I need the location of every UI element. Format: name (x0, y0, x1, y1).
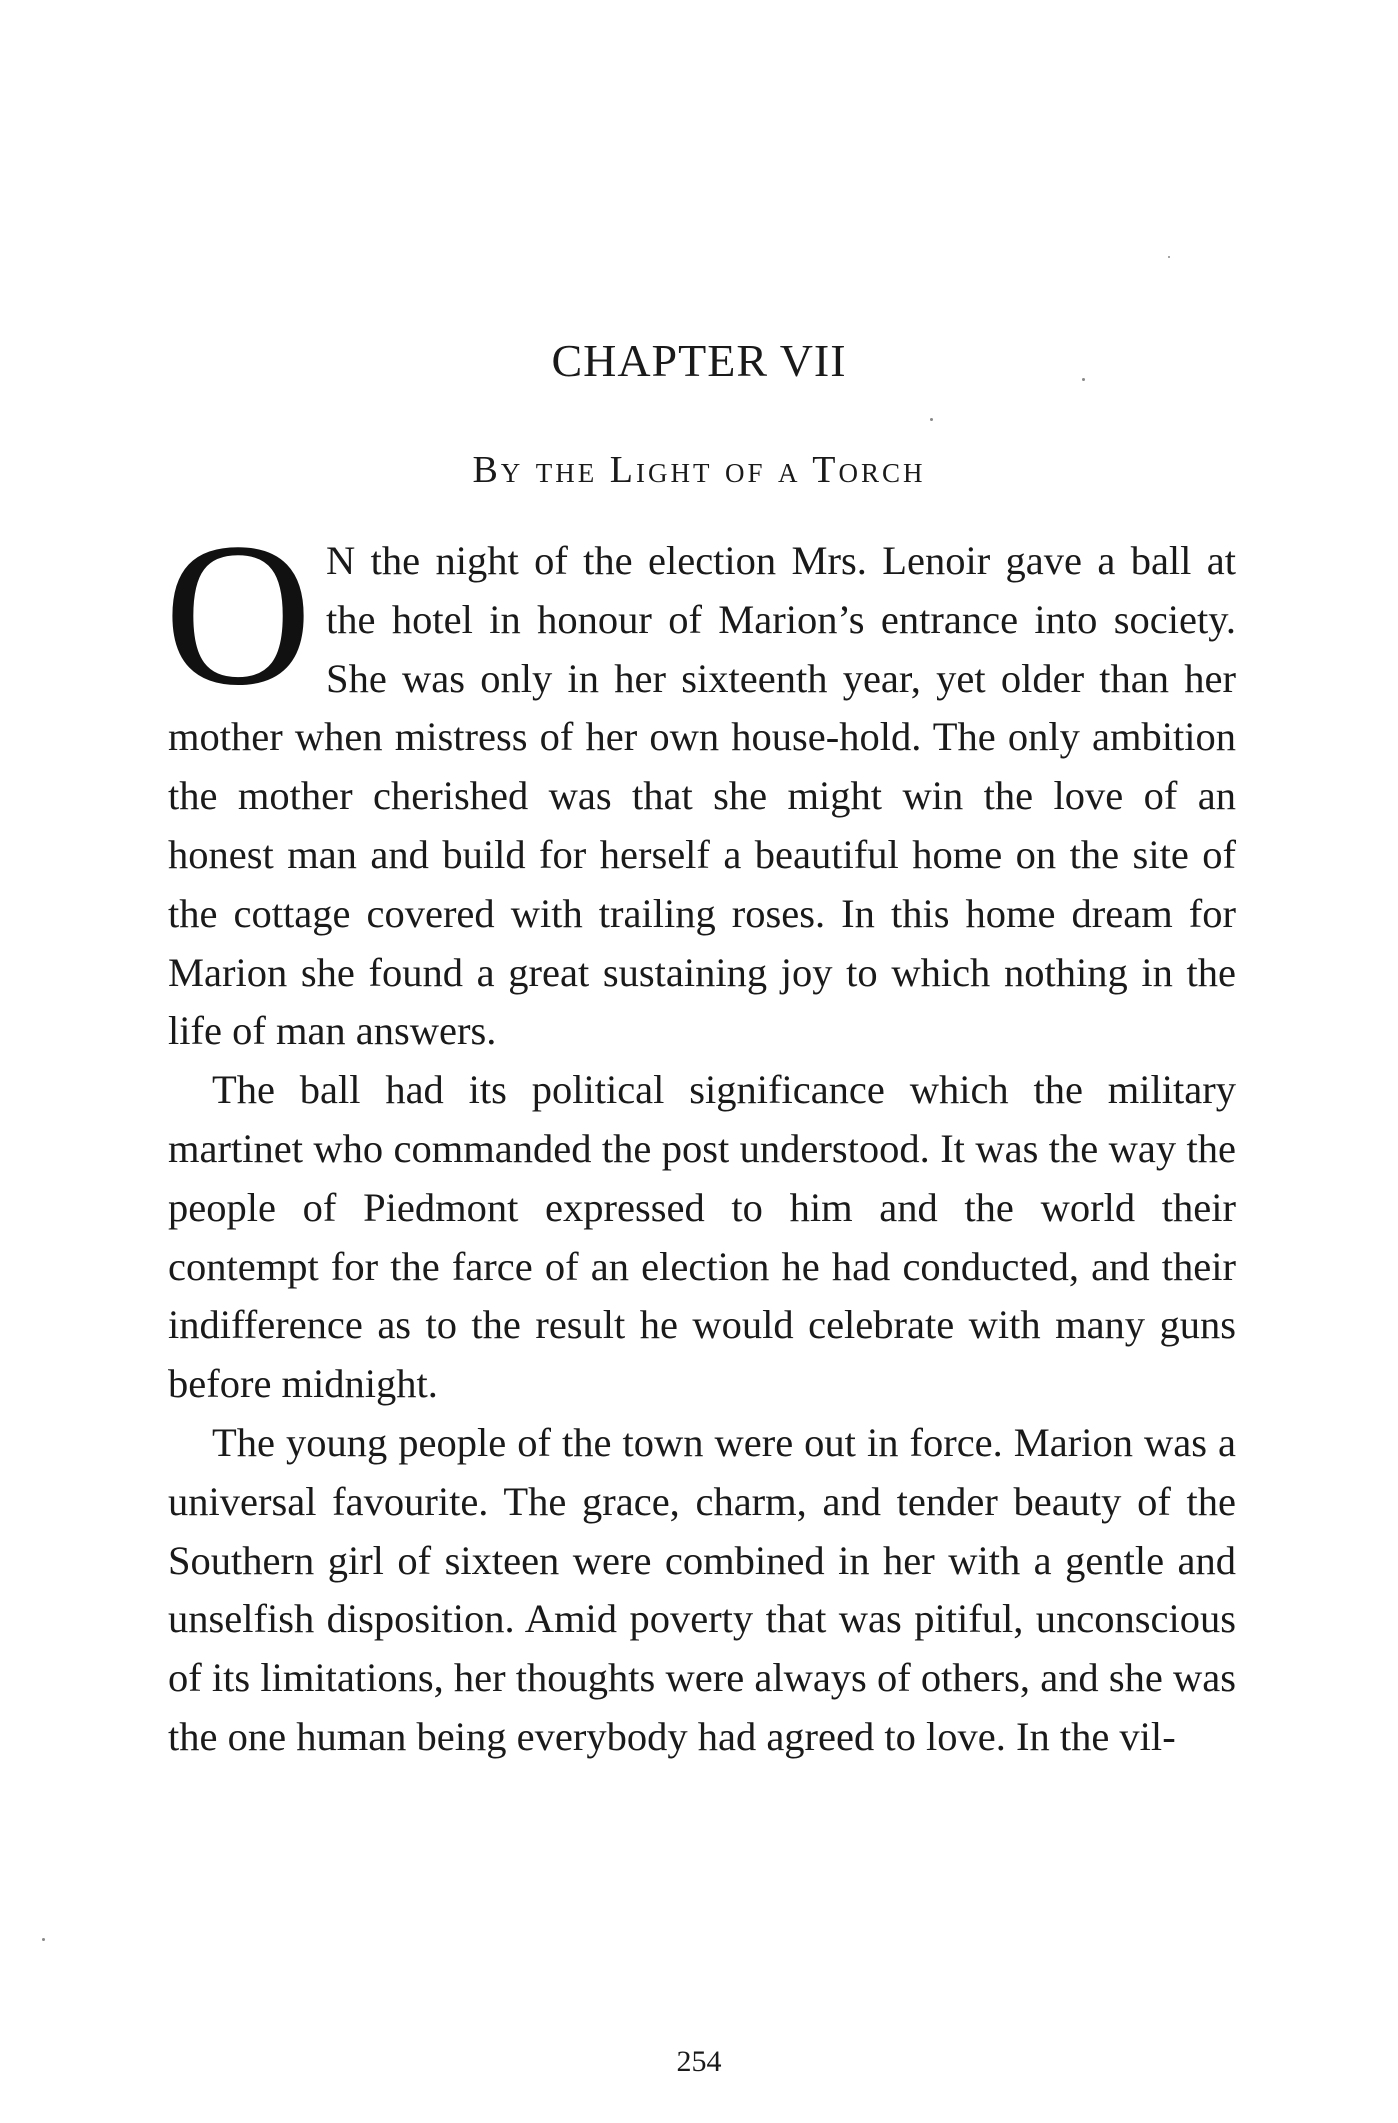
paragraph-1 (164, 501, 1236, 1061)
chapter-title: By the Light of a Torch (472, 449, 926, 491)
drop-cap: O (164, 501, 313, 728)
paper-speck (1168, 256, 1170, 258)
chapter-heading: CHAPTER VII (551, 335, 847, 386)
paragraph-2: The ball had its political significance which the military martinet who commanded the post understood. It was the way the people of Piedmont expressed to him and the world their contempt for the farce of an election he had conducted, and their indifference as to the result he would celebrate with many guns before midnight. (168, 1067, 1236, 1407)
paragraph-3: The young people of the town were out in force. Marion was a universal favourite. The grace, charm, and tender beauty of the Southern girl of sixteen were combined in her with a gentle and unselfish disposition. Amid poverty that was pitiful, unconscious of its limitations, her thoughts were always of others, and she was the one human being everybody had agreed to love. In the vil- (168, 1419, 1236, 1759)
body-text (164, 501, 1236, 1767)
paragraph-1-text: the night of the election Mrs. Lenoir gave a ball at the hotel in honour of Marion’s entrance into society. She was only in her sixteenth year, yet older than her mother when mistress of her own house-hold. The only ambition the mother cherished was that she might win the love of an honest man and build for herself a beautiful home on the site of the cottage covered with trailing roses. In this home dream for Marion she found a great sustaining joy to which nothing in the life of man answers. (168, 538, 1236, 1054)
paper-speck (1082, 378, 1085, 381)
paper-speck (42, 1938, 45, 1941)
paper-speck (930, 418, 933, 421)
first-word: N (326, 538, 356, 583)
page-number: 254 (676, 2045, 722, 2078)
